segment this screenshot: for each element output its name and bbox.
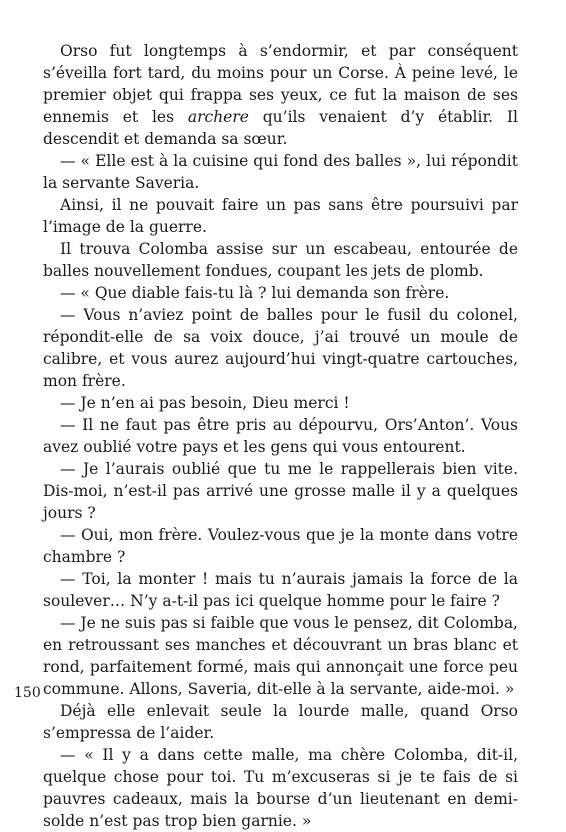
paragraph: — Oui, mon frère. Voulez-vous que je la monte dans votre chambre ? xyxy=(43,526,518,566)
paragraph: — Je n’en ai pas besoin, Dieu merci ! xyxy=(60,394,350,412)
body-text xyxy=(43,40,518,832)
paragraph: — « Il y a dans cette malle, ma chère Colomba, dit-il, quelque chose pour toi. Tu m’excuseras si je te fais de si pauvres cadeaux, mais la bourse d’un lieutenant en demi-solde n’est pas trop bien garnie. » xyxy=(43,746,518,830)
paragraph: — Il ne faut pas être pris au dépourvu, Ors’Anton’. Vous avez oublié votre pays et les gens qui vous entourent. xyxy=(43,416,518,456)
paragraph: Il trouva Colomba assise sur un escabeau, entourée de balles nouvellement fondues, coupant les jets de plomb. xyxy=(43,240,518,280)
paragraph: — « Elle est à la cuisine qui fond des balles », lui répondit la servante Saveria. xyxy=(43,152,518,192)
paragraph: — Je ne suis pas si faible que vous le pensez, dit Colomba, en retroussant ses manches et découvrant un bras blanc et rond, parfaitement formé, mais qui annonçait une force peu commune. Allons, Saveria, dit-elle à la servante, aide-moi. » xyxy=(43,614,518,698)
paragraph: Ainsi, il ne pouvait faire un pas sans être poursuivi par l’image de la guerre. xyxy=(43,196,518,236)
paragraph: — Vous n’aviez point de balles pour le fusil du colonel, répondit-elle de sa voix douce, j’ai trouvé un moule de calibre, et vous aurez aujourd’hui vingt-quatre cartouches, mon frère. xyxy=(43,306,518,390)
paragraph: — Je l’aurais oublié que tu me le rappellerais bien vite. Dis-moi, n’est-il pas arrivé une grosse malle il y a quelques jours ? xyxy=(43,460,518,522)
paragraph: — Toi, la monter ! mais tu n’aurais jamais la force de la soulever… N’y a-t-il pas ici quelque homme pour le faire ? xyxy=(43,570,518,610)
paragraph: Déjà elle enlevait seule la lourde malle, quand Orso s’empressa de l’aider. xyxy=(43,702,518,742)
paragraph-text: Orso fut longtemps à s’endormir, et par conséquent s’éveilla fort tard, du moins pour un Corse. À peine levé, le premier objet qui frappa ses yeux, ce fut la maison de ses ennemis et les xyxy=(43,42,518,126)
paragraph-text: qu’ils venaient d’y établir. Il descendit et demanda sa sœur. xyxy=(43,108,518,148)
paragraph: — « Que diable fais-tu là ? lui demanda son frère. xyxy=(60,284,450,302)
page-number: 150 xyxy=(14,685,41,701)
paragraph xyxy=(43,40,518,150)
italic-word: archere xyxy=(187,108,249,126)
